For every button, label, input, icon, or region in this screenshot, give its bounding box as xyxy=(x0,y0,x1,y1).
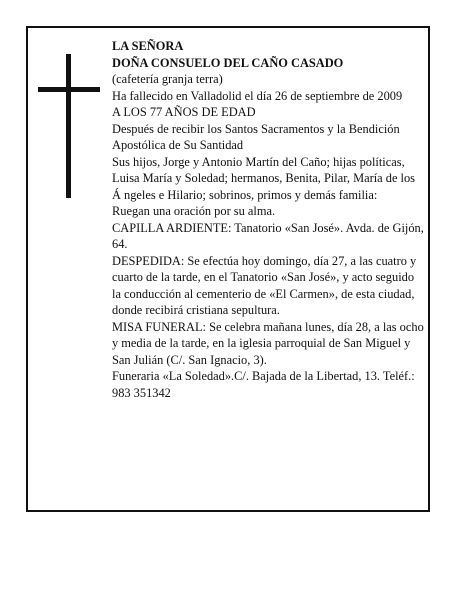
prayer-request: Ruegan una oración por su alma. xyxy=(112,204,276,218)
obituary-text xyxy=(112,38,424,401)
notice-title: LA SEÑORA xyxy=(112,39,184,53)
farewell-info: DESPEDIDA: Se efectúa hoy domingo, día 27, a las cuatro y cuarto de la tarde, en el Tanatorio «San José», y acto seguido la conducción al cementerio de «El Carmen», de esta ciudad, donde recibirá cristiana sepultura. xyxy=(112,253,417,317)
cross-icon xyxy=(38,54,100,198)
notice-subtitle: (cafetería granja terra) xyxy=(112,72,223,86)
family-statement: Sus hijos, Jorge y Antonio Martín del Caño; hijas políticas, Luisa María y Soledad; hermanos, Benita, Pilar, María de los Á ngeles e Hilario; sobrinos, primos y demás familia: xyxy=(112,154,416,202)
chapel-info: CAPILLA ARDIENTE: Tanatorio «San José». Avda. de Gijón, 64. xyxy=(112,220,424,251)
funeral-home-info: Funeraria «La Soledad».C/. Bajada de la Libertad, 13. Teléf.: 983 351342 xyxy=(112,369,415,400)
death-statement: Ha fallecido en Valladolid el día 26 de septiembre de 2009 xyxy=(112,88,403,103)
cross-vertical-bar xyxy=(66,54,71,198)
funeral-mass-info: MISA FUNERAL: Se celebra mañana lunes, día 28, a las ocho y media de la tarde, en la iglesia parroquial de San Miguel y San Julián (C/. San Ignacio, 3). xyxy=(112,319,424,367)
deceased-name: DOÑA CONSUELO DEL CAÑO CASADO xyxy=(112,55,344,70)
cross-horizontal-bar xyxy=(38,87,100,92)
age-statement: A LOS 77 AÑOS DE EDAD xyxy=(112,105,256,119)
sacraments-statement: Después de recibir los Santos Sacramentos y la Bendición Apostólica de Su Santidad xyxy=(112,121,400,152)
